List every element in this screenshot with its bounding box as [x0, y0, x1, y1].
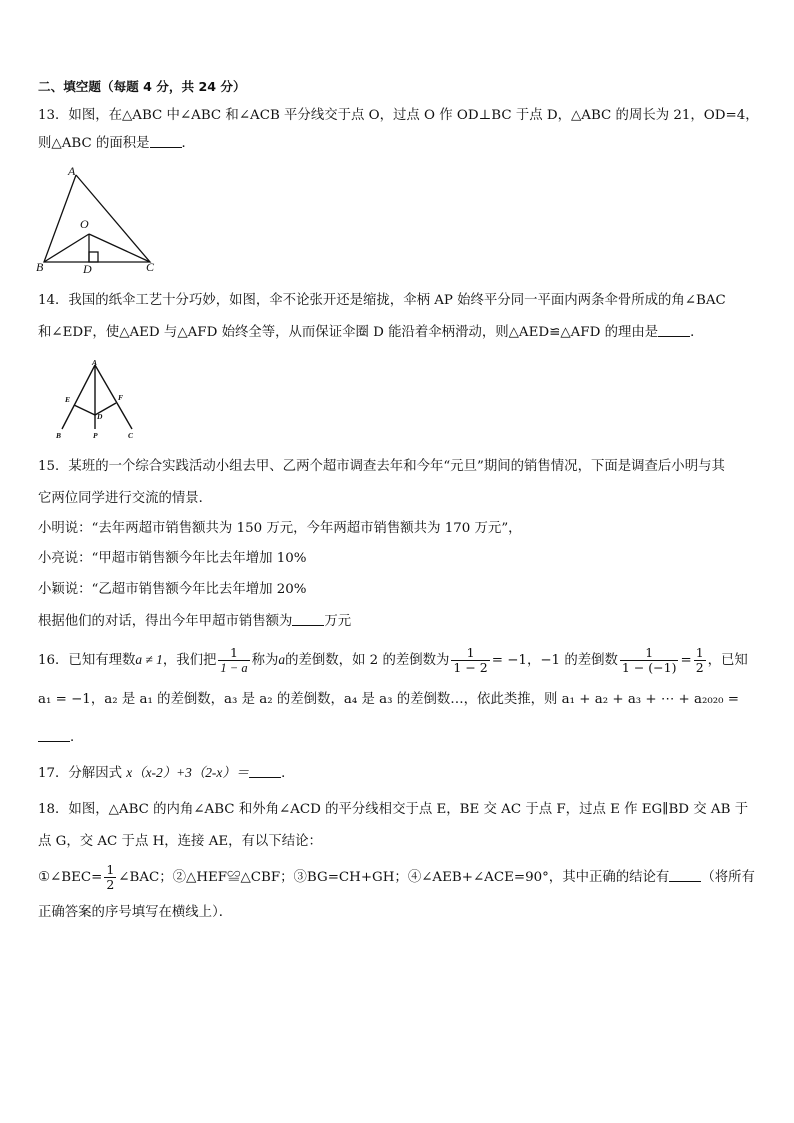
q16-text-2: ，我们把 — [162, 653, 217, 668]
q14-label-d: D — [97, 412, 103, 421]
q16-answer-blank[interactable] — [38, 729, 70, 742]
q17-answer-blank[interactable] — [249, 765, 281, 778]
q13-line2-text: 则△ABC 的面积是 — [38, 136, 150, 151]
q16-f2-den: 1 − 2 — [453, 660, 488, 675]
q15-line2: 它两位同学进行交流的情景． — [38, 491, 213, 506]
q15-question-text: 根据他们的对话，得出今年甲超市销售额为 — [38, 614, 293, 629]
q16-fraction-half — [694, 646, 706, 675]
q18-line1: 18．如图，△ABC 的内角∠ABC 和外角∠ACD 的平分线相交于点 E，BE 交 AC 于点 F，过点 E 作 EG∥BD 交 AB 于 — [38, 802, 749, 817]
q18-text-1: ①∠BEC= — [38, 870, 103, 885]
q13-label-a: A — [68, 164, 76, 178]
q13-line2-end: ． — [181, 136, 195, 151]
q16-text-7: ，已知 — [707, 653, 748, 668]
q16-line3 — [38, 728, 83, 748]
q15-line1: 15．某班的一个综合实践活动小组去甲、乙两个超市调查去年和今年“元旦”期间的销售情况，下面是调查后小明与其 — [38, 459, 725, 474]
q17-text: 17．分解因式 — [38, 766, 122, 781]
q16-f3-num: 1 — [620, 646, 679, 661]
q18-fraction-half — [104, 863, 116, 892]
q16-fraction-example-neg1 — [620, 646, 679, 675]
q18-text-2: ∠BAC；②△HEF≌△CBF；③BG=CH+GH；④∠AEB+∠ACE=90°，其中正确的结论有 — [118, 870, 670, 885]
q13-triangle-abc — [44, 175, 150, 262]
q14-label-a: A — [92, 358, 98, 367]
q16-line2: a₁ = −1，a₂ 是 a₁ 的差倒数，a₃ 是 a₂ 的差倒数，a₄ 是 a₃ 的差倒数…，依此类推，则 a₁ + a₂ + a₃ + ⋯ + a₂₀₂₀ = — [38, 692, 739, 707]
q18-line3 — [38, 860, 755, 896]
q17-end: ． — [281, 766, 295, 781]
q15-xiaoliang: 小亮说：“甲超市销售额今年比去年增加 10% — [38, 551, 307, 566]
q14-line2-text: 和∠EDF，使△AED 与△AFD 始终全等，从而保证伞圈 D 能沿着伞柄滑动，则△AED≌△AFD 的理由是 — [38, 325, 659, 340]
q16-fraction-example-2 — [451, 646, 489, 675]
q16-f2-num: 1 — [451, 646, 489, 661]
section-title: 二、填空题（每题 4 分，共 24 分） — [38, 79, 246, 94]
q18-answer-blank[interactable] — [669, 869, 701, 882]
q14-label-f: F — [118, 393, 124, 402]
q17-expression: x（x-2）+3（2-x）＝ — [126, 765, 250, 780]
q13-segment-bo — [44, 234, 89, 262]
q14-label-p: P — [93, 431, 98, 440]
q14-line2-end: ． — [690, 325, 704, 340]
q13-answer-blank[interactable] — [150, 135, 182, 148]
q16-text-1: 16．已知有理数 — [38, 653, 136, 668]
q13-figure — [34, 164, 164, 276]
q16-f1-num: 1 — [218, 646, 249, 661]
q18-f-num: 1 — [106, 862, 115, 877]
q16-fraction-definition — [218, 646, 249, 675]
q18-f-den: 2 — [106, 877, 115, 892]
q16-f1-den: 1 − a — [220, 661, 248, 675]
q16-text-5: = −1，−1 的差倒数 — [491, 653, 618, 668]
q14-label-b: B — [56, 431, 62, 440]
q14-label-c: C — [128, 431, 134, 440]
q14-umbrella-figure — [52, 357, 138, 443]
q16-text-3: 称为 — [251, 653, 279, 668]
q15-answer-blank[interactable] — [292, 613, 324, 626]
q13-line1: 13．如图，在△ABC 中∠ABC 和∠ACB 平分线交于点 O，过点 O 作 OD⊥BC 于点 D，△ABC 的周长为 21，OD=4， — [38, 108, 759, 123]
q14-line2 — [38, 323, 704, 343]
q16-text-4: 的差倒数，如 2 的差倒数为 — [285, 653, 450, 668]
q15-xiaoying: 小颖说：“乙超市销售额今年比去年增加 20% — [38, 582, 307, 597]
q16-var-a: a — [278, 652, 286, 667]
q15-xiaoming: 小明说：“去年两超市销售额共为 150 万元，今年两超市销售额共为 170 万元”， — [38, 521, 522, 536]
q18-text-3: （将所有 — [701, 870, 755, 885]
q17-line — [38, 763, 294, 784]
q15-unit: 万元 — [324, 614, 352, 629]
q16-text-6: = — [680, 653, 692, 668]
q16-condition: a ≠ 1 — [135, 652, 163, 667]
q18-line4: 正确答案的序号填写在横线上）． — [38, 905, 233, 920]
q16-f3-den: 1 − (−1) — [621, 660, 677, 675]
q14-rib-ed — [74, 405, 95, 415]
q13-label-d: D — [83, 262, 92, 276]
q13-label-b: B — [36, 260, 44, 274]
q15-question — [38, 612, 351, 632]
q16-line3-end: ． — [70, 730, 84, 745]
q16-f4-den: 2 — [695, 660, 704, 675]
q13-label-o: O — [80, 217, 89, 231]
q18-line2: 点 G，交 AC 于点 H，连接 AE，有以下结论： — [38, 834, 322, 849]
q14-answer-blank[interactable] — [658, 324, 690, 337]
q13-label-c: C — [146, 260, 155, 274]
q13-line2 — [38, 134, 195, 154]
q16-line1 — [38, 642, 748, 679]
q16-f4-num: 1 — [695, 645, 704, 660]
q14-line1: 14．我国的纸伞工艺十分巧妙，如图，伞不论张开还是缩拢，伞柄 AP 始终平分同一平面内两条伞骨所成的角∠BAC — [38, 293, 726, 308]
q13-right-angle-mark — [89, 252, 98, 262]
q14-label-e: E — [65, 395, 71, 404]
